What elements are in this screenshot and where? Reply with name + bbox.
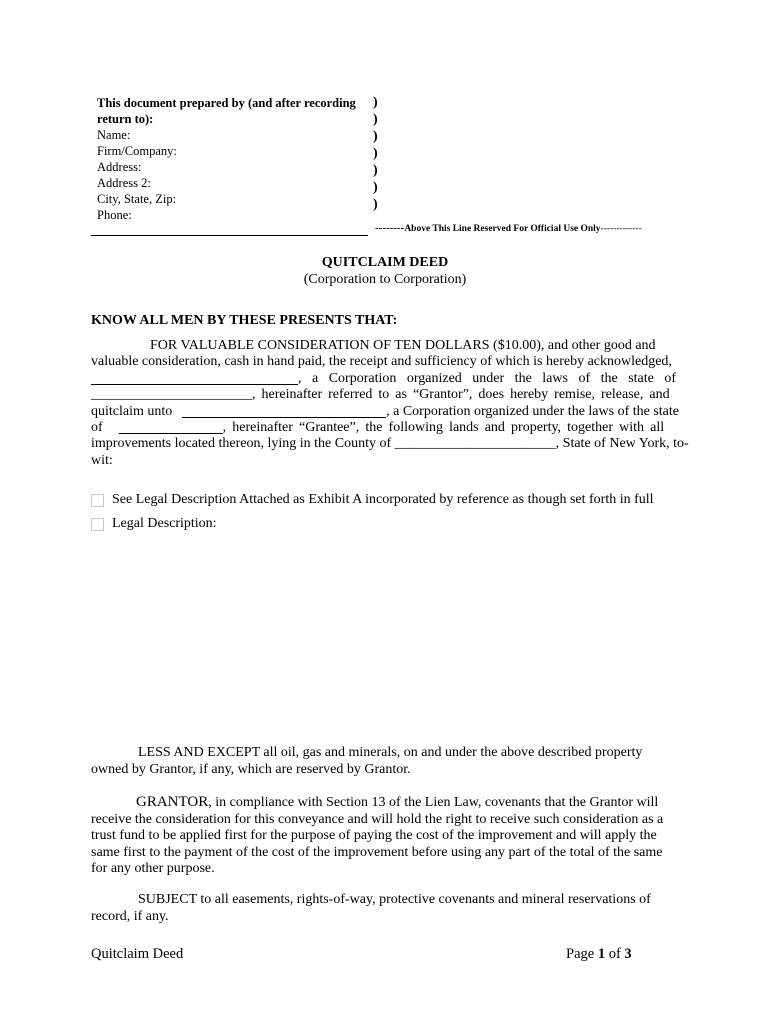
preparer-field-firm: Firm/Company:: [97, 144, 177, 158]
preparer-field-phone: Phone:: [97, 208, 132, 222]
paren: ): [373, 129, 378, 144]
paren: ): [373, 163, 378, 178]
official-dashes-left: --------: [375, 222, 405, 234]
preparer-parens: [373, 94, 378, 213]
consideration-line-5: [91, 404, 679, 421]
consideration-text-3: , a Corporation organized under the laws of the state of: [298, 371, 677, 386]
grantor-word: GRANTOR: [136, 794, 209, 810]
know-all-heading: KNOW ALL MEN BY THESE PRESENTS THAT:: [91, 313, 398, 328]
paren: ): [373, 95, 378, 110]
page-total: 3: [624, 946, 632, 962]
page-of: of: [605, 946, 625, 962]
grantee-name-blank[interactable]: [182, 404, 386, 418]
page-number: [566, 946, 632, 963]
consideration-line-1: [150, 338, 679, 355]
consideration-text-2: valuable consideration, cash in hand paid, the receipt and sufficiency of which is hereby acknowledged,: [91, 354, 672, 369]
paren: ): [373, 197, 378, 212]
subject-paragraph: SUBJECT to all easements, rights-of-way, protective covenants and mineral reservations of record, if any.: [91, 892, 651, 924]
official-use-text: Above This Line Reserved For Official Use Only: [404, 224, 601, 234]
deed-title: QUITCLAIM DEED: [321, 255, 449, 270]
consideration-line-8: [91, 453, 679, 470]
grantor-clause-paragraph: [91, 794, 681, 878]
exhibit-a-checkbox[interactable]: [91, 494, 104, 507]
preparer-rule: [91, 235, 368, 236]
consideration-line-7: [91, 436, 689, 453]
preparer-field-city-state-zip: City, State, Zip:: [97, 192, 177, 206]
footer-title: Quitclaim Deed: [91, 946, 184, 962]
legal-description-checkbox[interactable]: [91, 518, 104, 531]
page-prefix: Page: [566, 946, 598, 962]
preparer-heading-line2: return to):: [97, 112, 154, 126]
grantor-state-blank[interactable]: _______________________: [91, 387, 252, 402]
preparer-heading-line1: This document prepared by (and after recording: [97, 96, 356, 110]
legal-description-label: Legal Description:: [112, 516, 217, 531]
consideration-text-6b: , hereinafter “Grantee”, the following lands and property, together with all: [222, 420, 665, 435]
consideration-line-6: [91, 420, 679, 437]
option-exhibit-a[interactable]: [91, 492, 654, 508]
consideration-text-8: wit:: [91, 453, 113, 468]
official-dashes-right: -------------: [600, 224, 642, 234]
consideration-text-6a: of: [91, 420, 103, 435]
page-current: 1: [597, 946, 606, 962]
less-except-paragraph: LESS AND EXCEPT all oil, gas and minerals, on and under the above described property owned by Grantor, if any, which are reserved by Grantor.: [91, 745, 643, 777]
option-legal-description[interactable]: [91, 516, 217, 532]
grantor-name-blank[interactable]: [91, 371, 298, 385]
consideration-line-4: [91, 387, 679, 404]
grantor-clause-text: , in compliance with Section 13 of the Lien Law, covenants that the Grantor will receive the consideration for this conveyance and will hold the right to receive such consideration as a trust fund to be applied first for the purpose of paying the cost of the improvement and will apply the same first to the payment of the cost of the improvement before using any part of the total of the same for any other purpose.: [91, 795, 664, 876]
preparer-field-name: Name:: [97, 128, 131, 142]
paren: ): [373, 112, 378, 127]
consideration-text-4: , hereinafter referred to as “Grantor”, does hereby remise, release, and: [252, 387, 670, 402]
preparer-block: [97, 95, 367, 223]
consideration-text-7a: improvements located thereon, lying in the County of: [91, 436, 392, 451]
preparer-field-address2: Address 2:: [97, 176, 151, 190]
consideration-line-3: [91, 371, 679, 388]
consideration-text-5a: quitclaim unto: [91, 404, 173, 419]
paren: ): [373, 146, 378, 161]
consideration-text-1: FOR VALUABLE CONSIDERATION OF TEN DOLLARS ($10.00), and other good and: [150, 338, 656, 353]
exhibit-a-label: See Legal Description Attached as Exhibit A incorporated by reference as though set forth in full: [112, 492, 654, 507]
official-use-line: [375, 222, 642, 234]
consideration-line-2: [91, 354, 679, 371]
preparer-field-address: Address:: [97, 160, 142, 174]
paren: ): [373, 180, 378, 195]
county-blank[interactable]: _______________________: [394, 436, 556, 451]
consideration-text-7b: , State of New York, to-: [555, 436, 689, 451]
consideration-text-5b: , a Corporation organized under the laws of the state: [386, 404, 679, 419]
deed-subtitle: (Corporation to Corporation): [303, 272, 467, 287]
grantee-state-blank[interactable]: [119, 420, 223, 434]
